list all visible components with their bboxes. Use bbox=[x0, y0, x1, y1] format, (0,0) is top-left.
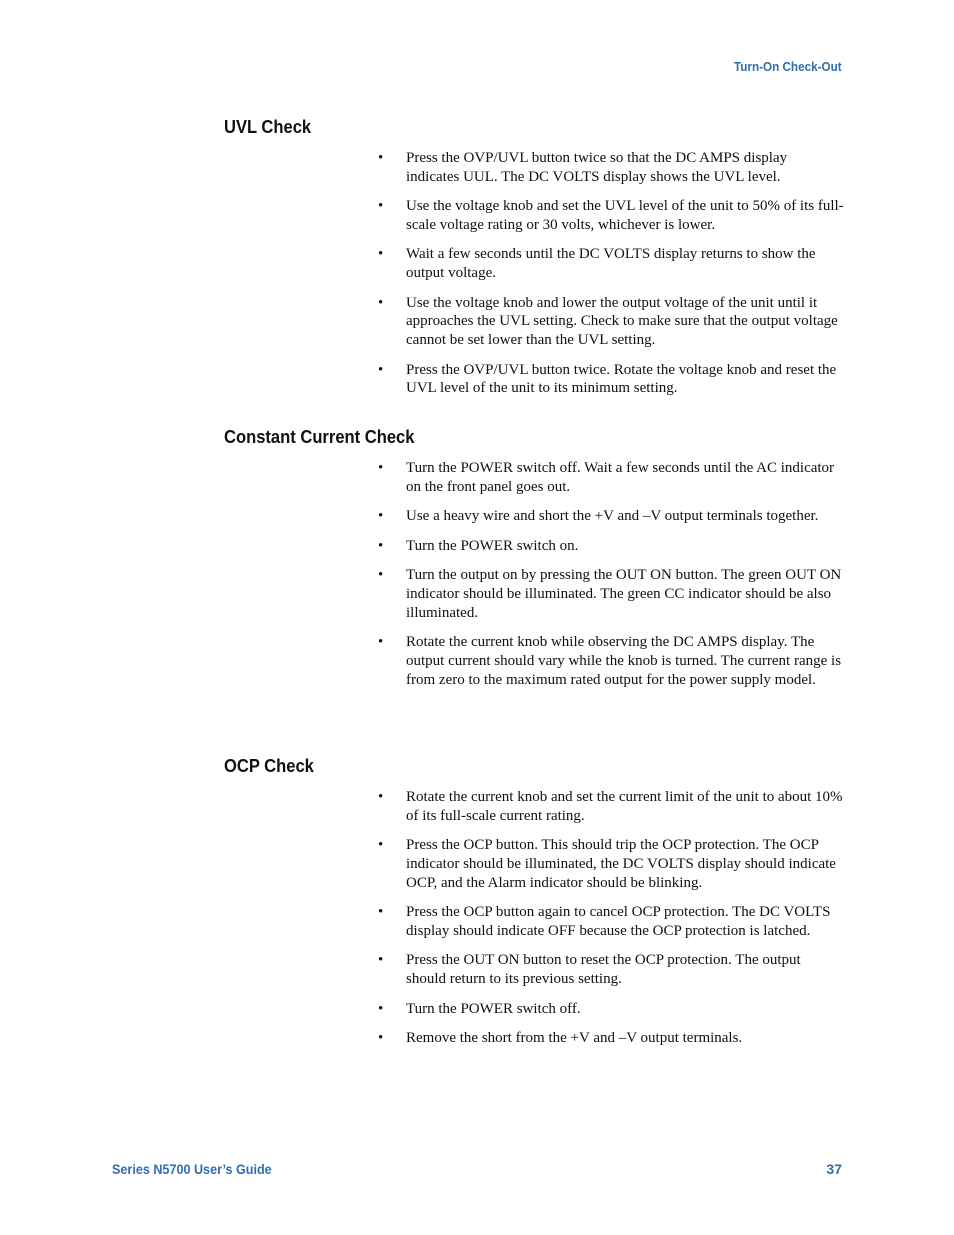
bullet-icon: • bbox=[378, 837, 384, 854]
bullet-icon: • bbox=[378, 537, 384, 554]
bullet-list bbox=[378, 788, 844, 1059]
list-item-text: Use a heavy wire and short the +V and –V output terminals together. bbox=[406, 508, 819, 525]
list-item bbox=[378, 633, 844, 689]
list-item bbox=[378, 788, 844, 825]
bullet-icon: • bbox=[378, 904, 384, 921]
list-item-text: Turn the POWER switch on. bbox=[406, 537, 579, 554]
bullet-icon: • bbox=[378, 361, 384, 378]
list-item bbox=[378, 566, 844, 622]
list-item bbox=[378, 951, 844, 988]
list-item-text: Press the OCP button again to cancel OCP protection. The DC VOLTS display should indicate OFF because the OCP protection is latched. bbox=[406, 904, 831, 939]
list-item-text: Wait a few seconds until the DC VOLTS display returns to show the output voltage. bbox=[406, 246, 816, 282]
list-item bbox=[378, 149, 844, 186]
footer-guide-title: Series N5700 User’s Guide bbox=[112, 1161, 272, 1177]
list-item bbox=[378, 1029, 844, 1048]
section-heading: UVL Check bbox=[224, 117, 312, 137]
list-item-text: Press the OCP button. This should trip the OCP protection. The OCP indicator should be illuminated, the DC VOLTS display should indicate OCP, and the Alarm indicator should be blinking. bbox=[406, 837, 836, 891]
list-item-text: Remove the short from the +V and –V output terminals. bbox=[406, 1030, 743, 1047]
list-item bbox=[378, 903, 844, 940]
list-item-text: Rotate the current knob while observing the DC AMPS display. The output current should vary while the knob is turned. The current range is from zero to the maximum rated output for the power supply model. bbox=[406, 634, 842, 688]
bullet-icon: • bbox=[378, 1000, 384, 1017]
list-item bbox=[378, 537, 844, 556]
section-heading: OCP Check bbox=[224, 756, 314, 776]
list-item bbox=[378, 197, 844, 234]
list-item bbox=[378, 507, 844, 526]
bullet-icon: • bbox=[378, 198, 384, 215]
list-item bbox=[378, 361, 844, 398]
running-header: Turn-On Check-Out bbox=[734, 59, 842, 74]
page-number: 37 bbox=[826, 1161, 842, 1177]
section-uvl-check bbox=[224, 116, 844, 397]
bullet-icon: • bbox=[378, 1030, 384, 1047]
list-item bbox=[378, 1000, 844, 1019]
bullet-list bbox=[378, 149, 844, 409]
bullet-icon: • bbox=[378, 634, 384, 651]
section-heading: Constant Current Check bbox=[224, 427, 415, 447]
bullet-icon: • bbox=[378, 567, 384, 584]
list-item-text: Rotate the current knob and set the current limit of the unit to about 10% of its full-scale current rating. bbox=[406, 789, 843, 824]
bullet-icon: • bbox=[378, 789, 384, 805]
section-ocp-check bbox=[224, 755, 843, 1047]
list-item-text: Press the OVP/UVL button twice so that the DC AMPS display indicates UUL. The DC VOLTS display shows the UVL level. bbox=[406, 150, 788, 185]
section-constant-current-check bbox=[224, 426, 842, 688]
bullet-icon: • bbox=[378, 460, 384, 476]
bullet-icon: • bbox=[378, 952, 384, 969]
list-item-text: Turn the output on by pressing the OUT ON button. The green OUT ON indicator should be illuminated. The green CC indicator should be also illuminated. bbox=[406, 567, 842, 621]
list-item-text: Press the OUT ON button to reset the OCP protection. The output should return to its previous setting. bbox=[406, 952, 801, 988]
bullet-icon: • bbox=[378, 246, 384, 263]
bullet-icon: • bbox=[378, 150, 384, 166]
list-item-text: Press the OVP/UVL button twice. Rotate the voltage knob and reset the UVL level of the unit to its minimum setting. bbox=[406, 361, 837, 397]
list-item-text: Use the voltage knob and set the UVL level of the unit to 50% of its full-scale voltage rating or 30 volts, whichever is lower. bbox=[406, 198, 844, 233]
list-item-text: Turn the POWER switch off. Wait a few seconds until the AC indicator on the front panel goes out. bbox=[406, 460, 835, 495]
bullet-icon: • bbox=[378, 508, 384, 525]
bullet-list bbox=[378, 459, 844, 700]
list-item bbox=[378, 459, 844, 496]
list-item bbox=[378, 294, 844, 350]
list-item-text: Turn the POWER switch off. bbox=[406, 1000, 581, 1017]
list-item bbox=[378, 836, 844, 892]
list-item bbox=[378, 245, 844, 282]
bullet-icon: • bbox=[378, 294, 384, 311]
list-item-text: Use the voltage knob and lower the output voltage of the unit until it approaches the UVL setting. Check to make sure that the output voltage cannot be set lower than the UVL setting. bbox=[406, 294, 838, 349]
